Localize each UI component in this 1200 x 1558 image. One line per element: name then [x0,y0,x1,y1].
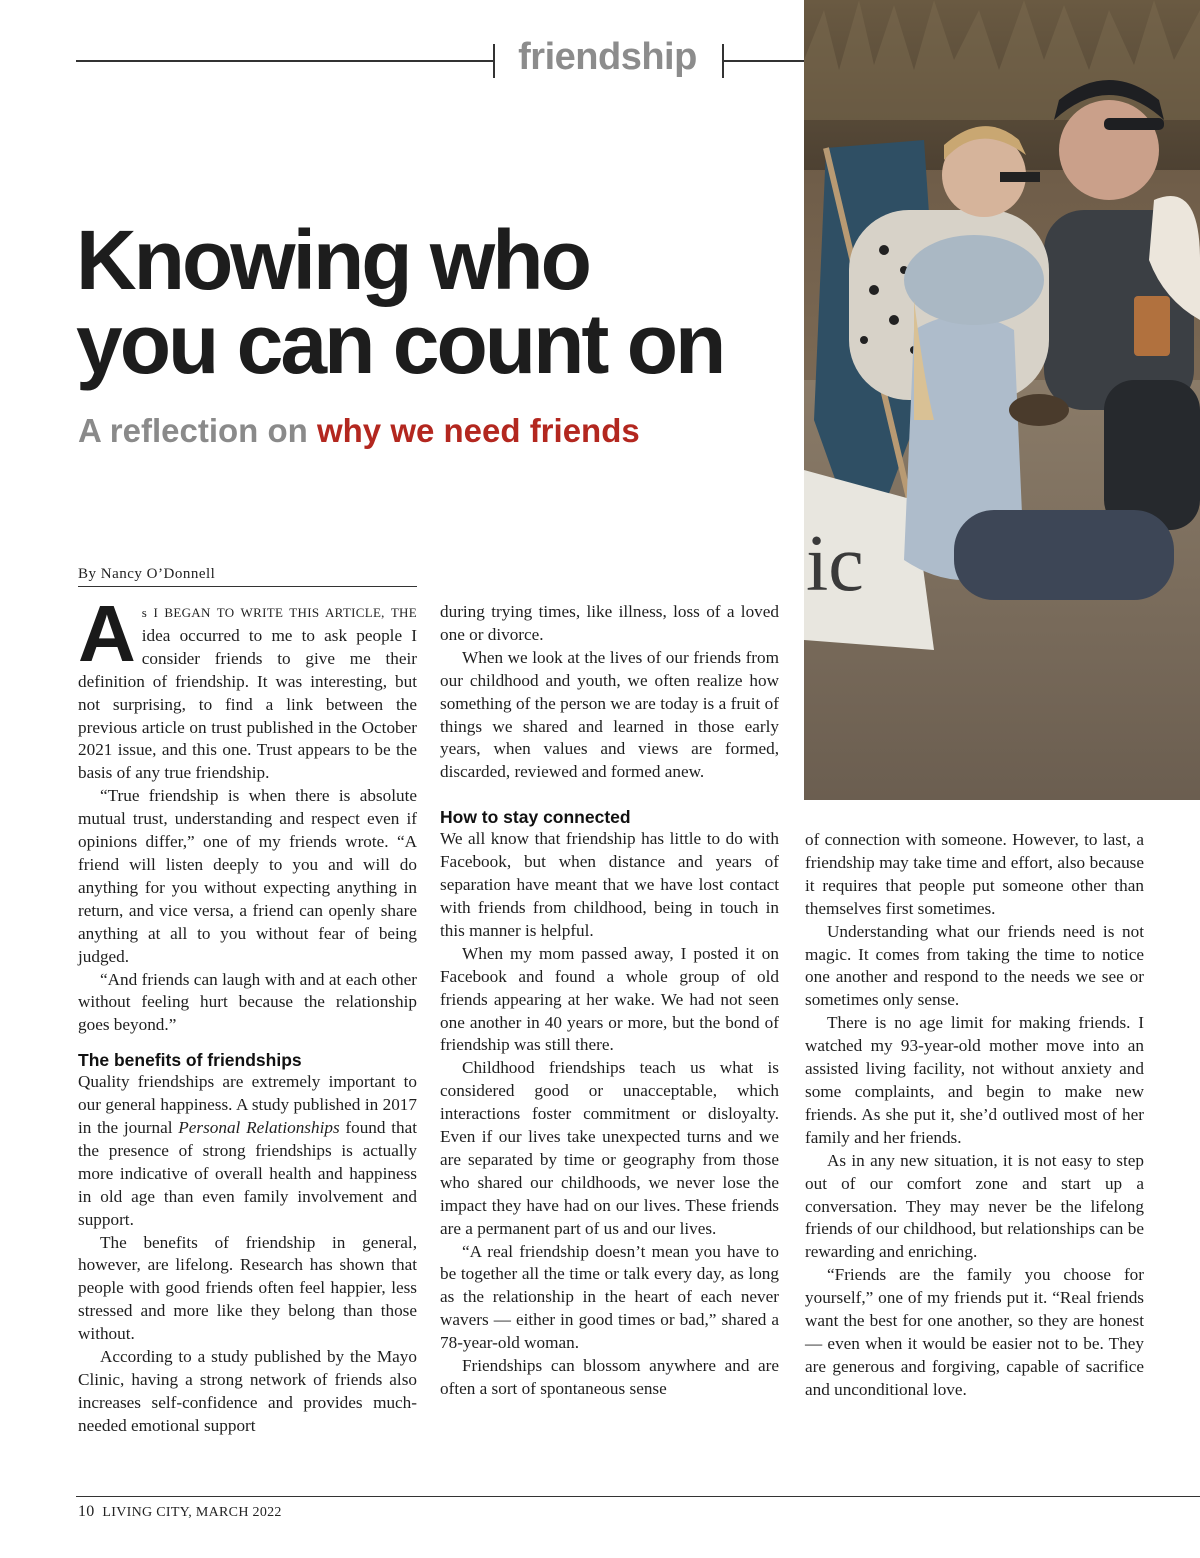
header-rule-left [76,60,494,62]
paragraph: According to a study published by the Mayo Clinic, having a strong network of friends also increases self-confidence and provides much-needed emotional support [78,1347,417,1435]
publication-info: LIVING CITY, MARCH 2022 [102,1505,282,1520]
paragraph: There is no age limit for making friends. I watched my 93-year-old mother move into an assisted living facility, not without anxiety and some complaints, and begin to make new friends. As she put it, she’d outlived most of her family and her friends. [805,1013,1144,1147]
paragraph-text: Quality friendships are extremely important to our general happiness. A study published in 2017 in the journal [78,1072,417,1138]
paragraph: “A real friendship doesn’t mean you have to be together all the time or talk every day, as long as the relationship in the heart of each never wavers — either in good times or bad,” shared a 78-year-old woman. [440,1241,779,1353]
section-label: friendship [518,36,697,78]
paragraph-text: found that the presence of strong friendships is actually more indicative of overall health and happiness in old age than even family involvement and support. [78,1118,417,1229]
paragraph: of connection with someone. However, to last, a friendship may take time and effort, also because it requires that people put someone other than themselves first sometimes. [805,830,1144,918]
byline: By Nancy O’Donnell [78,566,417,587]
article-subtitle [78,412,798,450]
subtitle-plain: A reflection on [78,412,308,449]
column-3 [805,829,1144,1402]
lead-in: s I BEGAN TO WRITE THIS ARTICLE, THE [141,605,417,620]
paragraph: Childhood friendships teach us what is considered good or unacceptable, which interactions foster commitment or disloyalty. Even if our lives take unexpected turns and we are separated by time or geography from those who shared our childhoods, we never lose the impact they have had on our lives. These friends are a permanent part of us and our lives. [440,1058,779,1238]
paragraph: When we look at the lives of our friends from our childhood and youth, we often realize how something of the person we are today is a fruit of things we shared and learned in those early years, when values and views are formed, discarded, reviewed and formed anew. [440,647,779,782]
friends-photo [804,0,1200,800]
page-number: 10 [78,1503,95,1520]
drop-cap: A [78,589,136,678]
article-title [76,213,796,391]
section-heading-benefits: The benefits of friendships [78,1050,302,1071]
paragraph: Understanding what our friends need is not magic. It comes from taking the time to notice one another and respond to the needs we see or sometimes only sense. [805,921,1144,1010]
paragraph: We all know that friendship has little to do with Facebook, but when distance and years of separation have meant that we have lost contact with friends from childhood, being in touch in this manner is helpful. [440,829,779,940]
paragraph: “And friends can laugh with and at each other without feeling hurt because the relationship goes beyond.” [78,969,417,1035]
paragraph-text: idea occurred to me to ask people I consider friends to give me their definition of friendship. It was interesting, but not surprising, to find a link between the previous article on trust published in the October 2021 issue, and this one. Trust appears to be the basis of any true friendship. [78,625,417,783]
paragraph: “True friendship is when there is absolute mutual trust, understanding and respect even if opinions differ,” one of my friends wrote. “A friend will listen deeply to you and will do anything for you without expecting anything in return, and vice versa, a friend can openly share anything at all to you without fear of being judged. [78,786,417,966]
tote-bag-lettering: ic [806,520,864,608]
subtitle-accent: why we need friends [316,412,640,449]
column-1 [78,589,417,1438]
title-line-1: Knowing who [76,213,589,307]
journal-name: Personal Relationships [178,1118,340,1138]
paragraph [78,1071,417,1231]
page-footer [78,1503,282,1521]
paragraph [78,589,417,785]
section-heading-connected: How to stay connected [440,807,631,828]
title-line-2: you can count on [76,297,724,391]
header-rule-right [723,60,805,62]
column-2 [440,601,779,1401]
paragraph: “Friends are the family you choose for yourself,” one of my friends put it. “Real friends want the best for one another, so they are honest — even when it would be easier not to be. They are generous and forgiving, capable of sacrifice and unconditional love. [805,1265,1144,1399]
paragraph: during trying times, like illness, loss of a loved one or divorce. [440,602,779,644]
paragraph: As in any new situation, it is not easy to step out of our comfort zone and start up a conversation. They may never be the lifelong friends of our childhood, but relationships can be rewarding and enriching. [805,1150,1144,1262]
header-tick-left [493,44,495,78]
paragraph: Friendships can blossom anywhere and are often a sort of spontaneous sense [440,1356,779,1398]
paragraph: The benefits of friendship in general, however, are lifelong. Research has shown that people with good friends often feel happier, less stressed and more like they belong than those without. [78,1232,417,1344]
paragraph: When my mom passed away, I posted it on Facebook and found a whole group of old friends appearing at her wake. We had not seen one another in 40 years or more, but the bond of friendship was still there. [440,943,779,1055]
footer-rule [76,1496,1200,1497]
